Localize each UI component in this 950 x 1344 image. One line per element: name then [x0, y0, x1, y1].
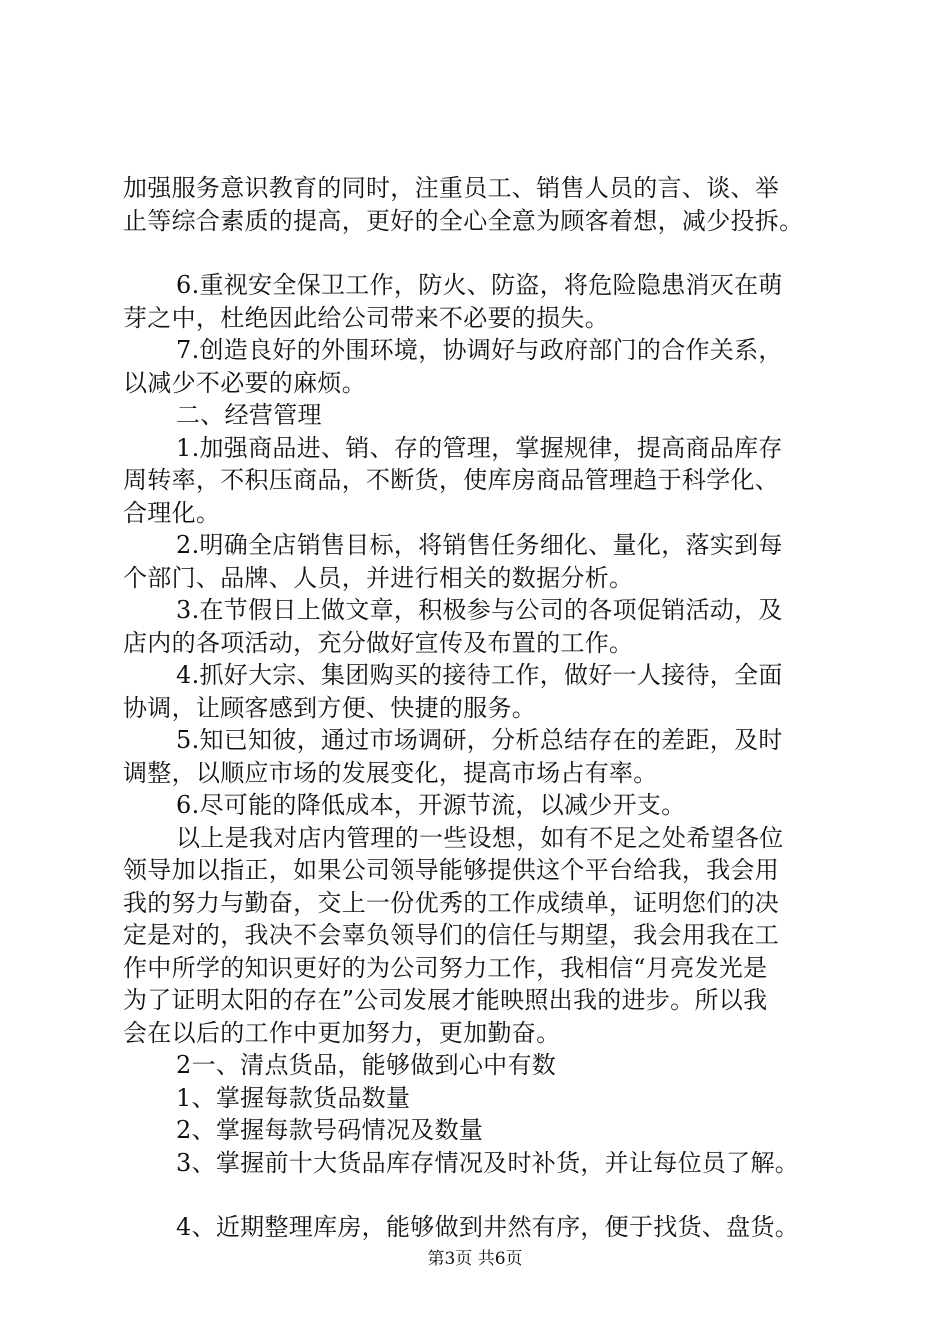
text-line: 调整，以顺应市场的发展变化，提高市场占有率。 [123, 758, 658, 787]
text-line: 个部门、品牌、人员，并进行相关的数据分析。 [123, 563, 634, 592]
text-line: 协调，让顾客感到方便、快捷的服务。 [123, 693, 537, 722]
list-item: 4、近期整理库房，能够做到井然有序，便于找货、盘货。 [176, 1213, 800, 1241]
paragraph-gap [123, 237, 843, 269]
list-item: 3、掌握前十大货品库存情况及时补货，并让每位员了解。 [176, 1148, 800, 1177]
text-line: 领导加以指正，如果公司领导能够提供这个平台给我，我会用 [123, 856, 780, 884]
text-line: 周转率，不积压商品，不断货，使库房商品管理趋于科学化、 [123, 466, 780, 494]
text-line: 为了证明太阳的存在”公司发展才能映照出我的进步。所以我 [123, 986, 768, 1014]
list-item: 1、掌握每款货品数量 [176, 1083, 411, 1112]
text-line: 合理化。 [123, 498, 221, 527]
text-line: 会在以后的工作中更加努力，更加勤奋。 [123, 1018, 561, 1047]
text-line: 2.明确全店销售目标，将销售任务细化、量化，落实到每 [176, 531, 783, 559]
document-body [123, 172, 843, 1244]
section-heading: 2一、清点货品，能够做到心中有数 [176, 1051, 557, 1079]
paragraph-gap [123, 1179, 843, 1211]
text-line: 5.知已知彼，通过市场调研，分析总结存在的差距，及时 [176, 726, 783, 754]
text-line: 芽之中，杜绝因此给公司带来不必要的损失。 [123, 303, 609, 332]
list-item: 2、掌握每款号码情况及数量 [176, 1116, 484, 1144]
text-line: 店内的各项活动，充分做好宣传及布置的工作。 [123, 628, 634, 657]
text-line: 止等综合素质的提高，更好的全心全意为顾客着想，减少投拆。 [123, 206, 804, 235]
text-line: 6.重视安全保卫工作，防火、防盗，将危险隐患消灭在萌 [176, 271, 783, 299]
text-line: 加强服务意识教育的同时，注重员工、销售人员的言、谈、举 [123, 174, 780, 202]
page-footer: 第3页 共6页 [427, 1249, 523, 1269]
text-line: 作中所学的知识更好的为公司努力工作，我相信“月亮发光是 [123, 953, 768, 982]
text-line: 7.创造良好的外围环境，协调好与政府部门的合作关系， [176, 336, 783, 364]
text-line: 1.加强商品进、销、存的管理，掌握规律，提高商品库存 [176, 433, 783, 462]
section-heading: 二、经营管理 [176, 401, 322, 429]
text-line: 4.抓好大宗、集团购买的接待工作，做好一人接待，全面 [176, 661, 783, 689]
text-line: 3.在节假日上做文章，积极参与公司的各项促销活动，及 [176, 596, 783, 624]
text-line: 定是对的，我决不会辜负领导们的信任与期望，我会用我在工 [123, 921, 780, 949]
text-line: 以减少不必要的麻烦。 [123, 368, 366, 397]
text-line: 以上是我对店内管理的一些设想，如有不足之处希望各位 [176, 823, 784, 852]
text-line: 6.尽可能的降低成本，开源节流，以减少开支。 [176, 791, 686, 819]
text-line: 我的努力与勤奋，交上一份优秀的工作成绩单，证明您们的决 [123, 888, 780, 917]
